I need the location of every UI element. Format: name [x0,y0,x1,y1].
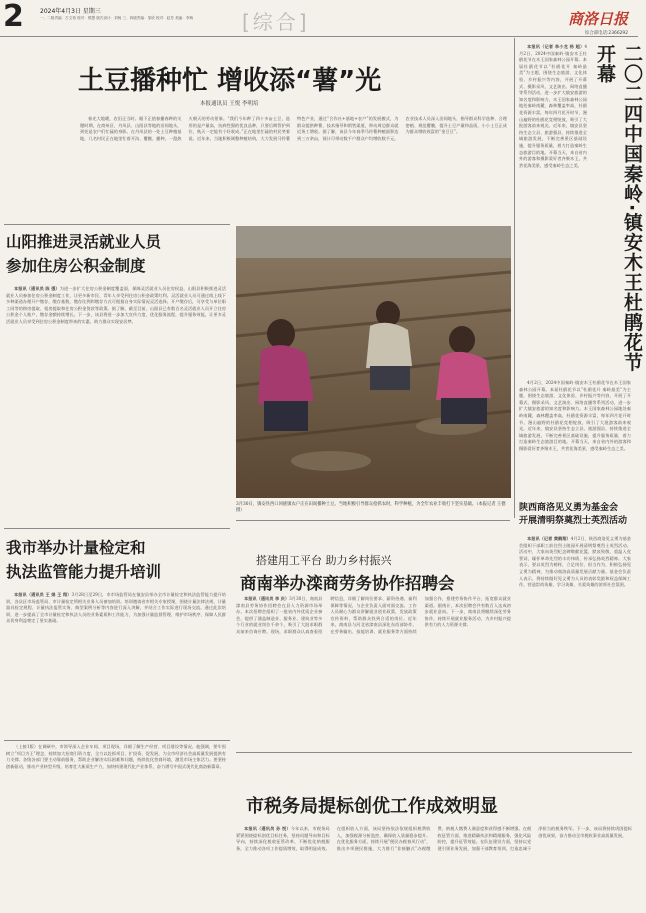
donation-body-text: 4月2日，陕西商洛见义勇为基金会组织干部职工前往烈士陵园开展清明祭奠烈士英烈活动。活动中，大家向英烈纪念碑敬献花篮，默哀致敬，重温入党誓词，缅怀革命先烈的丰功伟绩，传承弘扬英烈精神。大家表示，要以英烈为榜样，立足岗位、担当作为，积极弘扬见义勇为精神，为推动商洛高质量发展贡献力量。基金会负责人表示，将持续做好见义勇为人员的表彰奖励和权益保障工作，营造崇尚英雄、学习英雄、关爱英雄的浓厚社会氛围。 [519,536,631,588]
tax-body-text: 今年以来，市税务局紧紧围绕提标创优目标任务，坚持问题导向和目标导向，持续深化税收征管改革，不断优化纳税服务，全力推动各项工作提质增效，取得明显成效。在组织收入方面，该局坚持依法依规组织税费收入，加强税源分析监控，确保收入质量稳步提升。在优化服务方面，持续开展“便民办税春风行动”，推出多项便民措施，大力推行“非接触式”办税缴费，纳税人缴费人满意度和获得感不断增强。在税收征管方面，推进精确执法和精细服务，强化风险防控，提升征管效能。在队伍建设方面，坚持以党建引领业务发展，加强干部教育培训，打造忠诚干净担当的税务铁军。下一步，该局将持续巩固提标创优成果，奋力推动全市税收事业高质量发展。 [236,826,632,851]
labor-body [236,596,511,746]
column-divider [514,38,515,518]
photo-caption: 3月30日，镇安县西口回族镇农户正在田间播种土豆。当地积极引导群众抢抓农时，科学种植，为全年农业丰收打下坚实基础。（本报记者 王德 摄） [236,502,506,514]
labor-kicker: 搭建用工平台 助力乡村振兴 [256,554,392,567]
newspaper-brand: 商洛日报 [567,10,628,28]
market-body-text: 3月28日至29日，市市场监管局在镇安县举办全市计量检定和执法监管能力提升培训，各县区市场监管局、市计量检定所相关业务人员参加培训。培训邀请省市相关专家授课，围绕计量法律法规、计量器具检定规程、计量执法监管实务、典型案例分析等内容进行深入讲解，并结合工作实际进行现场交流。通过此次培训，进一步提高了全市计量检定和执法人员的业务素质和工作能力，为加强计量监督管理、维护市场秩序、保障人民群众切身利益奠定了坚实基础。 [6,592,226,624]
potato-body [80,116,507,226]
vertical-headline: 二〇二四中国秦岭·镇安木王杜鹃花节开幕 [594,44,643,373]
labor-body-text: 3月30日，商南县滦南县劳务协作招聘会在县人力资源市场举办。本次招聘会组织了一批省内外优质企业参会，提供了涵盖制造业、服务业、建筑业等多个行业的就业岗位千余个，吸引了大批求职群众前来咨询应聘。现场，求职群众认真查看招聘信息，详细了解岗位要求、薪资待遇、福利保障等情况，与企业负责人面对面交流。工作人员耐心为群众讲解就业创业政策，发放政策宣传资料，帮助群众找到合适的岗位。近年来，商南县与河北省滦南县深化东西部协作，在劳务输出、技能培训、就业服务等方面持续加强合作，搭建劳务协作平台，拓宽群众就业渠道。据统计，本次招聘会共有数百人达成初步就业意向。下一步，商南县将继续深化劳务协作，持续开展就业服务活动，为乡村振兴提供有力的人力资源支撑。 [236,596,511,634]
market-headline-line2: 执法监管能力提升培训 [6,563,162,581]
vertical-article-body [519,44,587,249]
donation-headline [519,502,627,528]
market-headline-line1: 我市举办计量检定和 [6,539,146,557]
divider [4,224,230,225]
donation-byline: 本报讯（记者 黄鹤翔） [527,536,571,541]
market-byline: 本报讯（通讯员 王 娟 王 翔） [14,592,72,597]
tax-headline: 市税务局提标创优工作成效明显 [246,796,498,817]
vertical-article-continued [519,380,631,498]
continued-body [6,744,226,909]
market-headline [6,536,161,584]
vertical-byline: 本报讯（记者 李小龙 杨 超） [527,44,585,49]
housing-byline: 本报讯（通讯员 陈 强） [14,286,60,291]
divider [4,528,230,529]
vertical-body-text: 4月2日，2024中国秦岭·镇安木王杜鹃花节在木王国家森林公园开幕。本届杜鹃花节以“杜鹃花开 秦岭最美”为主题，围绕生态旅游、文化体验、乡村振兴等内容，开展了开幕式、摄影采风、文艺演出、网络直播等系列活动，进一步扩大镇安旅游的知名度和影响力。木王国家森林公园地处秦岭南麓，森林覆盖率高，杜鹃花资源丰富，每年四月花开时节，漫山遍野的杜鹃花竞相绽放，吸引了大批游客前来观光。近年来，镇安县坚持生态立县、旅游强县，持续推进全域旅游发展，不断完善景区基础设施，提升服务质量，着力打造秦岭生态旅游目的地。开幕当天，来自省内外的游客和摄影爱好者齐聚木王，共赏花海美景，感受秦岭生态之美。 [519,44,587,168]
dept-phone: 综合部电话:2366292 [585,31,628,36]
potato-body-text: 春光大地暖，农田正当时。眼下正值春播春种的关键时期，在商州区、丹凤县、山阳县等地的田间地头，到处是农户们忙碌的身影。在丹凤县的一处土豆种植基地，几名村民正在地里忙着开沟、覆膜、播种，一派热火朝天的劳动景象。“我们今年种了四十多亩土豆，选用的是产量高、抗病性强的优良品种，只要后期管护到位，秋天一定能有个好收成。”正在地里忙碌的村民笑着说。近年来，当地积极调整种植结构，大力发展马铃薯特色产业，通过“合作社+基地+农户”的发展模式，为群众提供种薯、技术指导和销售渠道，带动周边群众就近务工增收。据了解，该县今年春季马铃薯种植面积达到三万余亩，预计可带动数千户群众户均增收数千元。农业技术人员深入田间地头，指导群众科学选种、合理密植、规范覆膜，提升土豆产量和品质，小小土豆正成为群众增收致富的“金豆豆”。 [80,116,507,141]
potato-byline: 本报通讯员 王悦 李明培 [200,101,259,107]
labor-byline: 本报讯（通讯员 李 庆） [244,596,290,601]
divider [236,520,510,521]
section-label: [综合] [242,10,310,34]
divider [236,752,632,753]
donation-headline-line1: 陕西商洛见义勇为基金会 [519,503,619,513]
labor-headline: 商南举办滦商劳务协作招聘会 [240,574,455,593]
potato-headline: 土豆播种忙 增收添“薯”光 [78,66,382,96]
housing-body [6,286,226,526]
continued-body-text: （上接1版）在调研中，市领导深入企业车间、项目现场，详细了解生产经营、项目建设等情况。他强调，要牢固树立“项目为王”理念，持续加大招商引资力度，全力以赴抓项目、扩投资、促发展，为全市经济社会高质量发展提供有力支撑。各级各部门要主动靠前服务，帮助企业解决实际困难和问题，持续优化营商环境，激发市场主体活力。要坚持创新驱动，推动产业转型升级，培育壮大新质生产力，加快构建现代化产业体系，奋力谱写中国式现代化商洛新篇章。 [6,744,226,769]
tax-body [236,826,632,910]
housing-headline-line1: 山阳推进灵活就业人员 [6,233,162,251]
news-photo [236,226,511,498]
housing-headline [6,230,161,278]
housing-headline-line2: 参加住房公积金制度 [6,257,146,275]
housing-body-text: 为进一步扩大住房公积金制度覆盖面，保障灵活就业人员住房权益，山阳县积极推进灵活就业人员参加住房公积金制度工作，让更多新市民、青年人享受到住房公积金政策红利。灵活就业人员可通过线上线下多种渠道办理开户缴存，缴存基数、缴存比例和缴存方式可根据自身实际情况灵活选择。开户缴存后，可享受与单位职工同等的购房提取、租房提取和住房公积金贷款等政策。据了解，截至目前，山阳县已有数百名灵活就业人员开立住房公积金个人账户，缴存金额持续增长。下一步，该县将进一步加大宣传力度，优化服务流程，提升服务效能，让更多灵活就业人员享受到住房公积金制度带来的实惠，助力群众实现安居梦。 [6,286,226,324]
date-line: 2024年4月3日 星期三 [40,8,101,15]
header-rule [0,36,638,37]
vertical-body-continued: 4月2日，2024中国秦岭·镇安木王杜鹃花节在木王国家森林公园开幕。本届杜鹃花节以“杜鹃花开 秦岭最美”为主题，围绕生态旅游、文化体验、乡村振兴等内容，开展了开幕式、摄影采风、文艺演出、网络直播等系列活动，进一步扩大镇安旅游的知名度和影响力。木王国家森林公园地处秦岭南麓，森林覆盖率高，杜鹃花资源丰富，每年四月花开时节，漫山遍野的杜鹃花竞相绽放，吸引了大批游客前来观光。近年来，镇安县坚持生态立县、旅游强县，持续推进全域旅游发展，不断完善景区基础设施，提升服务质量，着力打造秦岭生态旅游目的地。开幕当天，来自省内外的游客和摄影爱好者齐聚木王，共赏花海美景，感受秦岭生态之美。 [519,380,631,451]
donation-body [519,536,631,758]
editor-line: 一、二版责编：古文柏 校对：熊慧 版式设计：刘杨 三、四版责编：邹欣 校对：赵芳 美编：李萌 [40,16,194,20]
divider [4,740,230,741]
field-photo-illustration [236,226,511,498]
donation-headline-line2: 开展清明祭奠烈士英烈活动 [519,516,628,526]
page-number: 2 [3,0,24,34]
tax-byline: 本报讯（通讯员 孙 悦） [244,826,291,831]
market-body [6,592,226,732]
